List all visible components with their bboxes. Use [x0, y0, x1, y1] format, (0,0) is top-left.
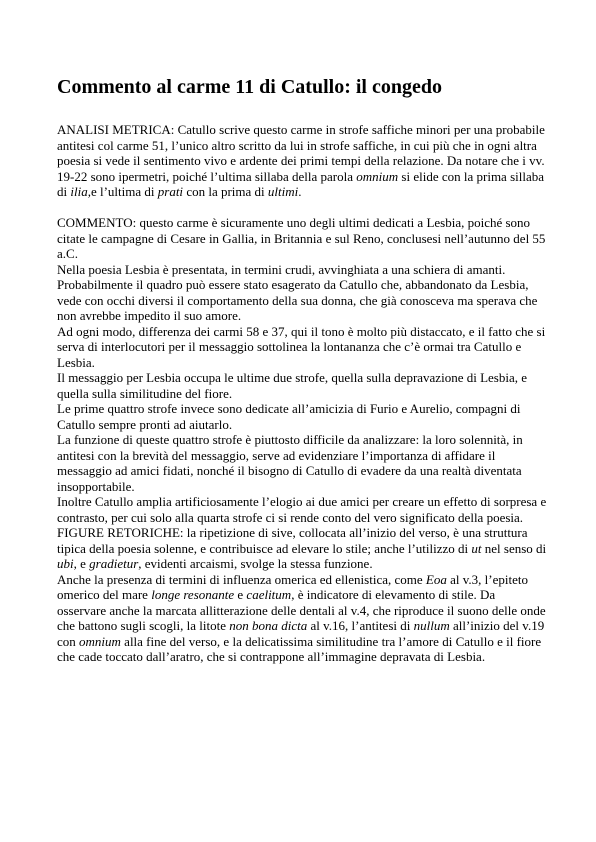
text-run: e [234, 587, 247, 602]
text-run: e l’ultima di [90, 184, 158, 199]
paragraph [57, 122, 547, 200]
document-page [57, 76, 547, 665]
text-run: alla fine del verso, e la delicatissima similitudine tra l’amore di Catullo e il fiore che cade toccato dall’aratro, che si contrappone all’immagine depravata di Lesbia. [57, 633, 542, 664]
text-run: FIGURE RETORICHE: la ripetizione di sive, collocata all’inizio del verso, è una struttura tipica della poesia solenne, e contribuisce ad elevare lo stile; anche l’utilizzo di [57, 525, 528, 556]
paragraph [57, 262, 547, 324]
paragraph [57, 215, 547, 262]
text-run: La funzione di queste quattro strofe è piuttosto difficile da analizzare: la loro solennità, in antitesi con la brevità del messaggio, serve ad evidenziare l’importanza di affidare il messaggio ad amici fidati, nonché il bisogno di Catullo di evadere da una realtà diventata insopportabile. [57, 432, 523, 494]
italic-text: nullum [413, 618, 450, 633]
paragraph [57, 572, 547, 665]
text-run: Il messaggio per Lesbia occupa le ultime due strofe, quella sulla depravazione di Lesbia, e quella sulla similitudine del fiore. [57, 370, 527, 401]
document-title: Commento al carme 11 di Catullo: il congedo [57, 76, 442, 98]
text-run: con la prima di [183, 184, 268, 199]
text-run: , e [73, 556, 90, 571]
text-run: Le prime quattro strofe invece sono dedicate all’amicizia di Furio e Aurelio, compagni di Catullo sempre pronti ad aiutarlo. [57, 401, 521, 432]
italic-text: ilia, [70, 184, 91, 199]
text-run: al v.3, l’epiteto omerico del mare [57, 571, 528, 602]
text-run: ANALISI METRICA: Catullo scrive questo carme in strofe saffiche minori per una probabile antitesi col carme 51, l’unico altro scritto da lui in strofe saffiche, in cui più che in ogni altra poesia si vede il sentimento vivo e ardente dei primi tempi della relazione. Da notare che i vv. 19-22 sono ipermetri, poiché l’ultima sillaba della parola [57, 122, 545, 184]
italic-text: Eoa [425, 571, 447, 587]
italic-text: non bona dicta [229, 618, 308, 633]
text-run: , evidenti arcaismi, svolge la stessa funzione. [138, 556, 373, 571]
text-run: Ad ogni modo, differenza dei carmi 58 e 37, qui il tono è molto più distaccato, e il fatto che si serva di interlocutori per il messaggio sottolinea la lontananza che c’è ormai tra Catullo e Lesbia. [57, 323, 546, 370]
paragraph [57, 401, 547, 432]
text-run: Anche la presenza di termini di influenza omerica ed ellenistica, come [57, 571, 426, 587]
italic-text: ultimi [267, 184, 299, 199]
text-run: al v.16, l’antitesi di [307, 618, 414, 633]
italic-text: gradietur [89, 556, 139, 571]
italic-text: caelitum [246, 587, 292, 602]
italic-text: ut [471, 540, 482, 556]
text-run: , è indicatore di elevamento di stile. Da osservare anche la marcata allitterazione delle dentali al v.4, che riproduce il suono delle onde che battono sugli scogli, la litote [57, 587, 546, 633]
italic-text: omnium [356, 168, 399, 184]
paragraph-spacer [57, 200, 547, 216]
paragraph [57, 370, 547, 401]
text-run: Nella poesia Lesbia è presentata, in termini crudi, avvinghiata a una schiera di amanti. Probabilmente il quadro può essere stato esagerato da Catullo che, abbandonato da Lesbia, vede con occhi diversi il comportamento della sua donna, che già conosceva ma sperava che non avrebbe impedito il suo amore. [57, 261, 538, 323]
text-run: all’inizio del v.19 con [57, 618, 545, 649]
text-run: Inoltre Catullo amplia artificiosamente l’elogio ai due amici per creare un effetto di sorpresa e contrasto, per cui solo alla quarta strofe ci si rende conto del vero significato della poesia. [57, 494, 547, 525]
italic-text: prati [157, 184, 184, 199]
text-run: nel senso di [481, 540, 547, 556]
italic-text: omnium [79, 633, 121, 649]
paragraph [57, 432, 547, 494]
text-run: . [298, 184, 302, 199]
text-run: si elide con la prima sillaba di [57, 168, 545, 199]
italic-text: longe resonante [151, 587, 235, 602]
text-run: COMMENTO: questo carme è sicuramente uno degli ultimi dedicati a Lesbia, poiché sono citate le campagne di Cesare in Gallia, in Britannia e sul Reno, conclusesi nell’autunno del 55 a.C. [57, 215, 546, 261]
paragraph [57, 525, 547, 572]
document-body [57, 122, 547, 665]
italic-text: ubi [57, 556, 74, 571]
paragraph [57, 324, 547, 371]
paragraph [57, 494, 547, 525]
